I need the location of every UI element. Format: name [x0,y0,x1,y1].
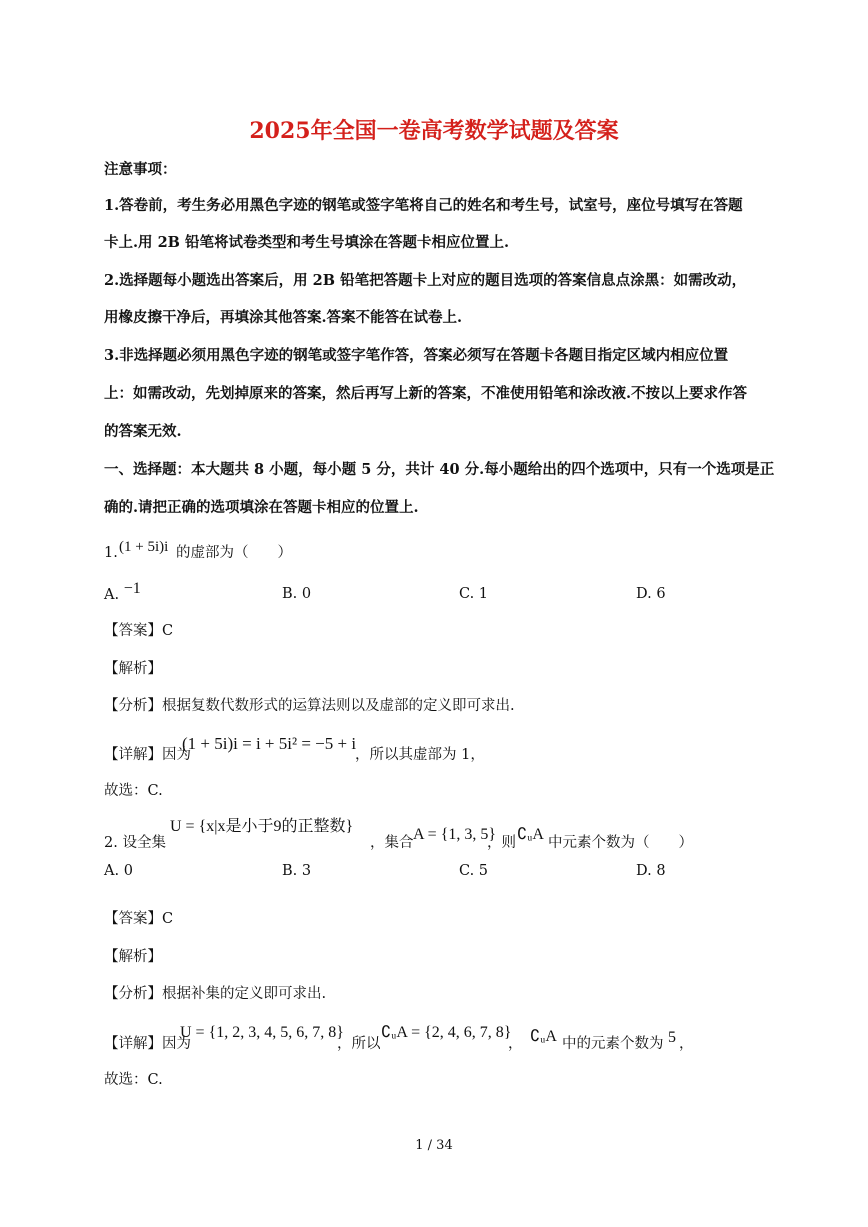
q2-option-b: B. 3 [282,863,312,879]
q2-detail-number: 5 [668,1029,676,1046]
q1-option-a-label: A. [104,587,120,603]
q1-option-a [104,580,141,604]
q2-option-a: A. 0 [104,863,133,879]
q2-analysis-label: 【解析】 [104,949,162,965]
q1-detail-prefix: 【详解】因为 [104,747,191,763]
notice-heading: 注意事项： [104,161,177,178]
q2-detail-tail: 中的元素个数为 [562,1036,664,1052]
notice-3-line-1: 3.非选择题必须用黑色字迹的钢笔或签字笔作答，答案必须写在答题卡各题目指定区域内相应位置 [104,347,729,364]
q2-analysis: 【分析】根据补集的定义即可求出. [104,986,327,1002]
q2-answer: 【答案】C [104,911,174,927]
q2-then: ，则 [487,835,516,851]
q1-conclusion: 故选：C. [104,783,163,799]
q1-detail-math: (1 + 5i)i = i + 5i² = −5 + i [182,734,357,753]
q2-detail-complement: ∁ᵤA [530,1028,557,1045]
q1-option-c: C. 1 [459,586,489,602]
q2-mid: ，集合 [370,835,414,851]
q2-option-d: D. 8 [636,863,666,879]
section-line-2: 确的.请把正确的选项填涂在答题卡相应的位置上. [104,499,419,516]
q1-detail-suffix: ，所以其虚部为 1， [355,747,485,763]
q1-number: 1. [104,545,118,561]
q2-detail-sep: ， [508,1036,523,1052]
q1-answer: 【答案】C [104,623,174,639]
page-title: 2025年全国一卷高考数学试题及答案 [249,118,619,144]
section-line-1: 一、选择题：本大题共 8 小题，每小题 5 分，共计 40 分.每小题给出的四个选项中，只有一个选项是正 [104,461,775,478]
q1-analysis-label: 【解析】 [104,661,162,677]
q2-option-c: C. 5 [459,863,489,879]
q2-detail-end: ， [679,1036,694,1052]
q1-stem: 的虚部为（ ） [176,545,292,561]
q2-set-u: U = {x|x是小于9的正整数} [170,818,354,835]
q1-option-b: B. 0 [282,586,312,602]
q2-detail-complement-set: ∁ᵤA = {2, 4, 6, 7, 8} [381,1024,512,1041]
q1-expression: (1 + 5i)i [119,539,169,555]
notice-1-line-1: 1.答卷前，考生务必用黑色字迹的钢笔或签字笔将自己的姓名和考生号，试室号，座位号填写在答题 [104,197,743,214]
notice-1-line-2: 卡上.用 2B 铅笔将试卷类型和考生号填涂在答题卡相应位置上. [104,234,510,251]
q1-option-a-value: −1 [123,580,141,597]
notice-2-line-1: 2.选择题每小题选出答案后，用 2B 铅笔把答题卡上对应的题目选项的答案信息点涂黑：如需改动， [104,272,747,289]
notice-3-line-3: 的答案无效. [104,423,182,440]
q2-stem: 中元素个数为（ ） [548,835,693,851]
q2-set-a: A = {1, 3, 5} [413,826,497,843]
q2-detail-u: U = {1, 2, 3, 4, 5, 6, 7, 8} [180,1024,344,1041]
notice-3-line-2: 上：如需改动，先划掉原来的答案，然后再写上新的答案，不准使用铅笔和涂改液.不按以上要求作答 [104,385,748,402]
q2-detail-mid: ，所以 [337,1036,381,1052]
q2-conclusion: 故选：C. [104,1072,163,1088]
q1-option-d: D. 6 [636,586,666,602]
q2-complement: ∁ᵤA [517,826,544,843]
q2-detail-prefix: 【详解】因为 [104,1036,191,1052]
q1-analysis: 【分析】根据复数代数形式的运算法则以及虚部的定义即可求出. [104,698,515,714]
notice-2-line-2: 用橡皮擦干净后，再填涂其他答案.答案不能答在试卷上. [104,309,463,326]
page-number: 1 / 34 [415,1138,453,1153]
q2-number: 2. 设全集 [104,835,166,851]
